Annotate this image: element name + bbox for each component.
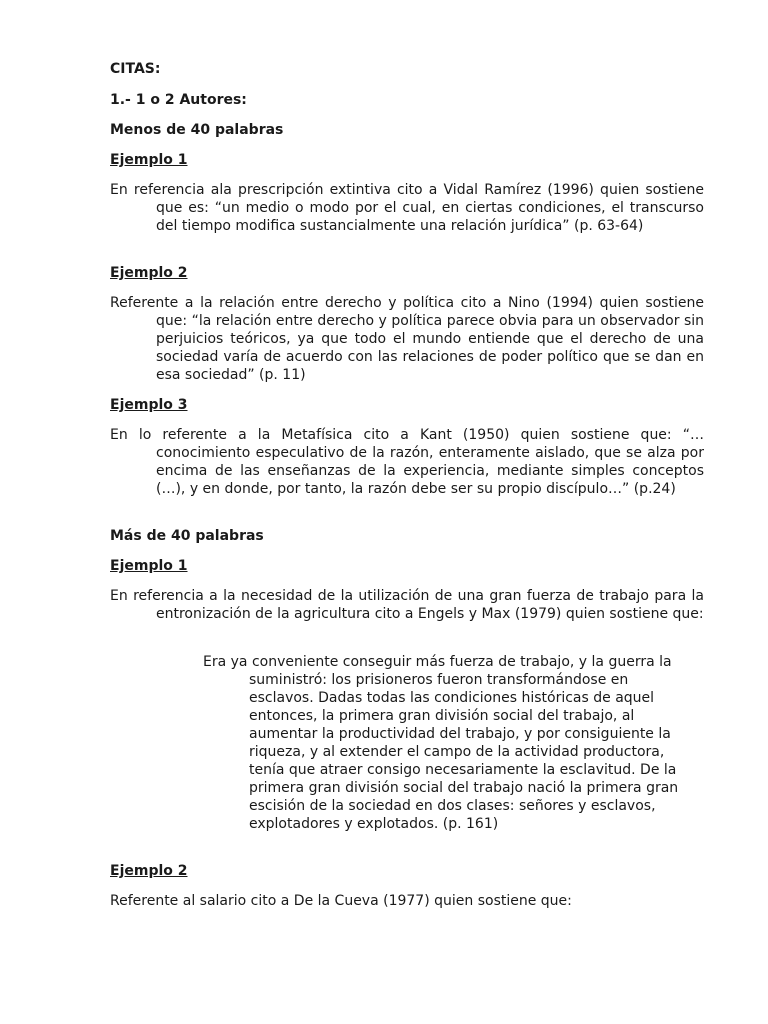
example-paragraph: Referente al salario cito a De la Cueva (1977) quien sostiene que: <box>110 893 572 909</box>
example-label: Ejemplo 1 <box>110 558 188 574</box>
subsection-heading-long: Más de 40 palabras <box>110 528 264 544</box>
section-heading: 1.- 1 o 2 Autores: <box>110 92 247 108</box>
example-paragraph: En referencia a la necesidad de la utilización de una gran fuerza de trabajo para la entronización de la agricultura cito a Engels y Max (1979) quien sostiene que: <box>110 588 704 622</box>
example-label: Ejemplo 2 <box>110 863 188 879</box>
doc-title: CITAS: <box>110 61 161 77</box>
example-paragraph: En referencia ala prescripción extintiva cito a Vidal Ramírez (1996) quien sostiene que es: “un medio o modo por el cual, en ciertas condiciones, el transcurso del tiempo modifica sustancialmente una relación jurídica” (p. 63-64) <box>110 182 704 234</box>
example-label: Ejemplo 3 <box>110 397 188 413</box>
example-paragraph: En lo referente a la Metafísica cito a Kant (1950) quien sostiene que: “… conocimiento especulativo de la razón, enteramente aislado, que se alza por encima de las enseñanzas de la experiencia, mediante simples conceptos (…), y en donde, por tanto, la razón debe ser su propio discípulo…” (p.24) <box>110 427 704 497</box>
example-label: Ejemplo 1 <box>110 152 188 168</box>
example-label: Ejemplo 2 <box>110 265 188 281</box>
subsection-heading-short: Menos de 40 palabras <box>110 122 284 138</box>
example-paragraph: Referente a la relación entre derecho y política cito a Nino (1994) quien sostiene que: “la relación entre derecho y política parece obvia para un observador sin perjuicios teóricos, ya que todo el mundo entiende que el derecho de una sociedad varía de acuerdo con las relaciones de poder político que se dan en esa sociedad” (p. 11) <box>110 295 704 383</box>
block-quote: Era ya conveniente conseguir más fuerza de trabajo, y la guerra la suministró: los prisioneros fueron transformándose en esclavos. Dadas todas las condiciones históricas de aquel entonces, la primera gran división social del trabajo, al aumentar la productividad del trabajo, y por consiguiente la riqueza, y al extender el campo de la actividad productora, tenía que atraer consigo necesariamente la esclavitud. De la primera gran división social del trabajo nació la primera gran escisión de la sociedad en dos clases: señores y esclavos, explotadores y explotados. (p. 161) <box>203 654 679 832</box>
